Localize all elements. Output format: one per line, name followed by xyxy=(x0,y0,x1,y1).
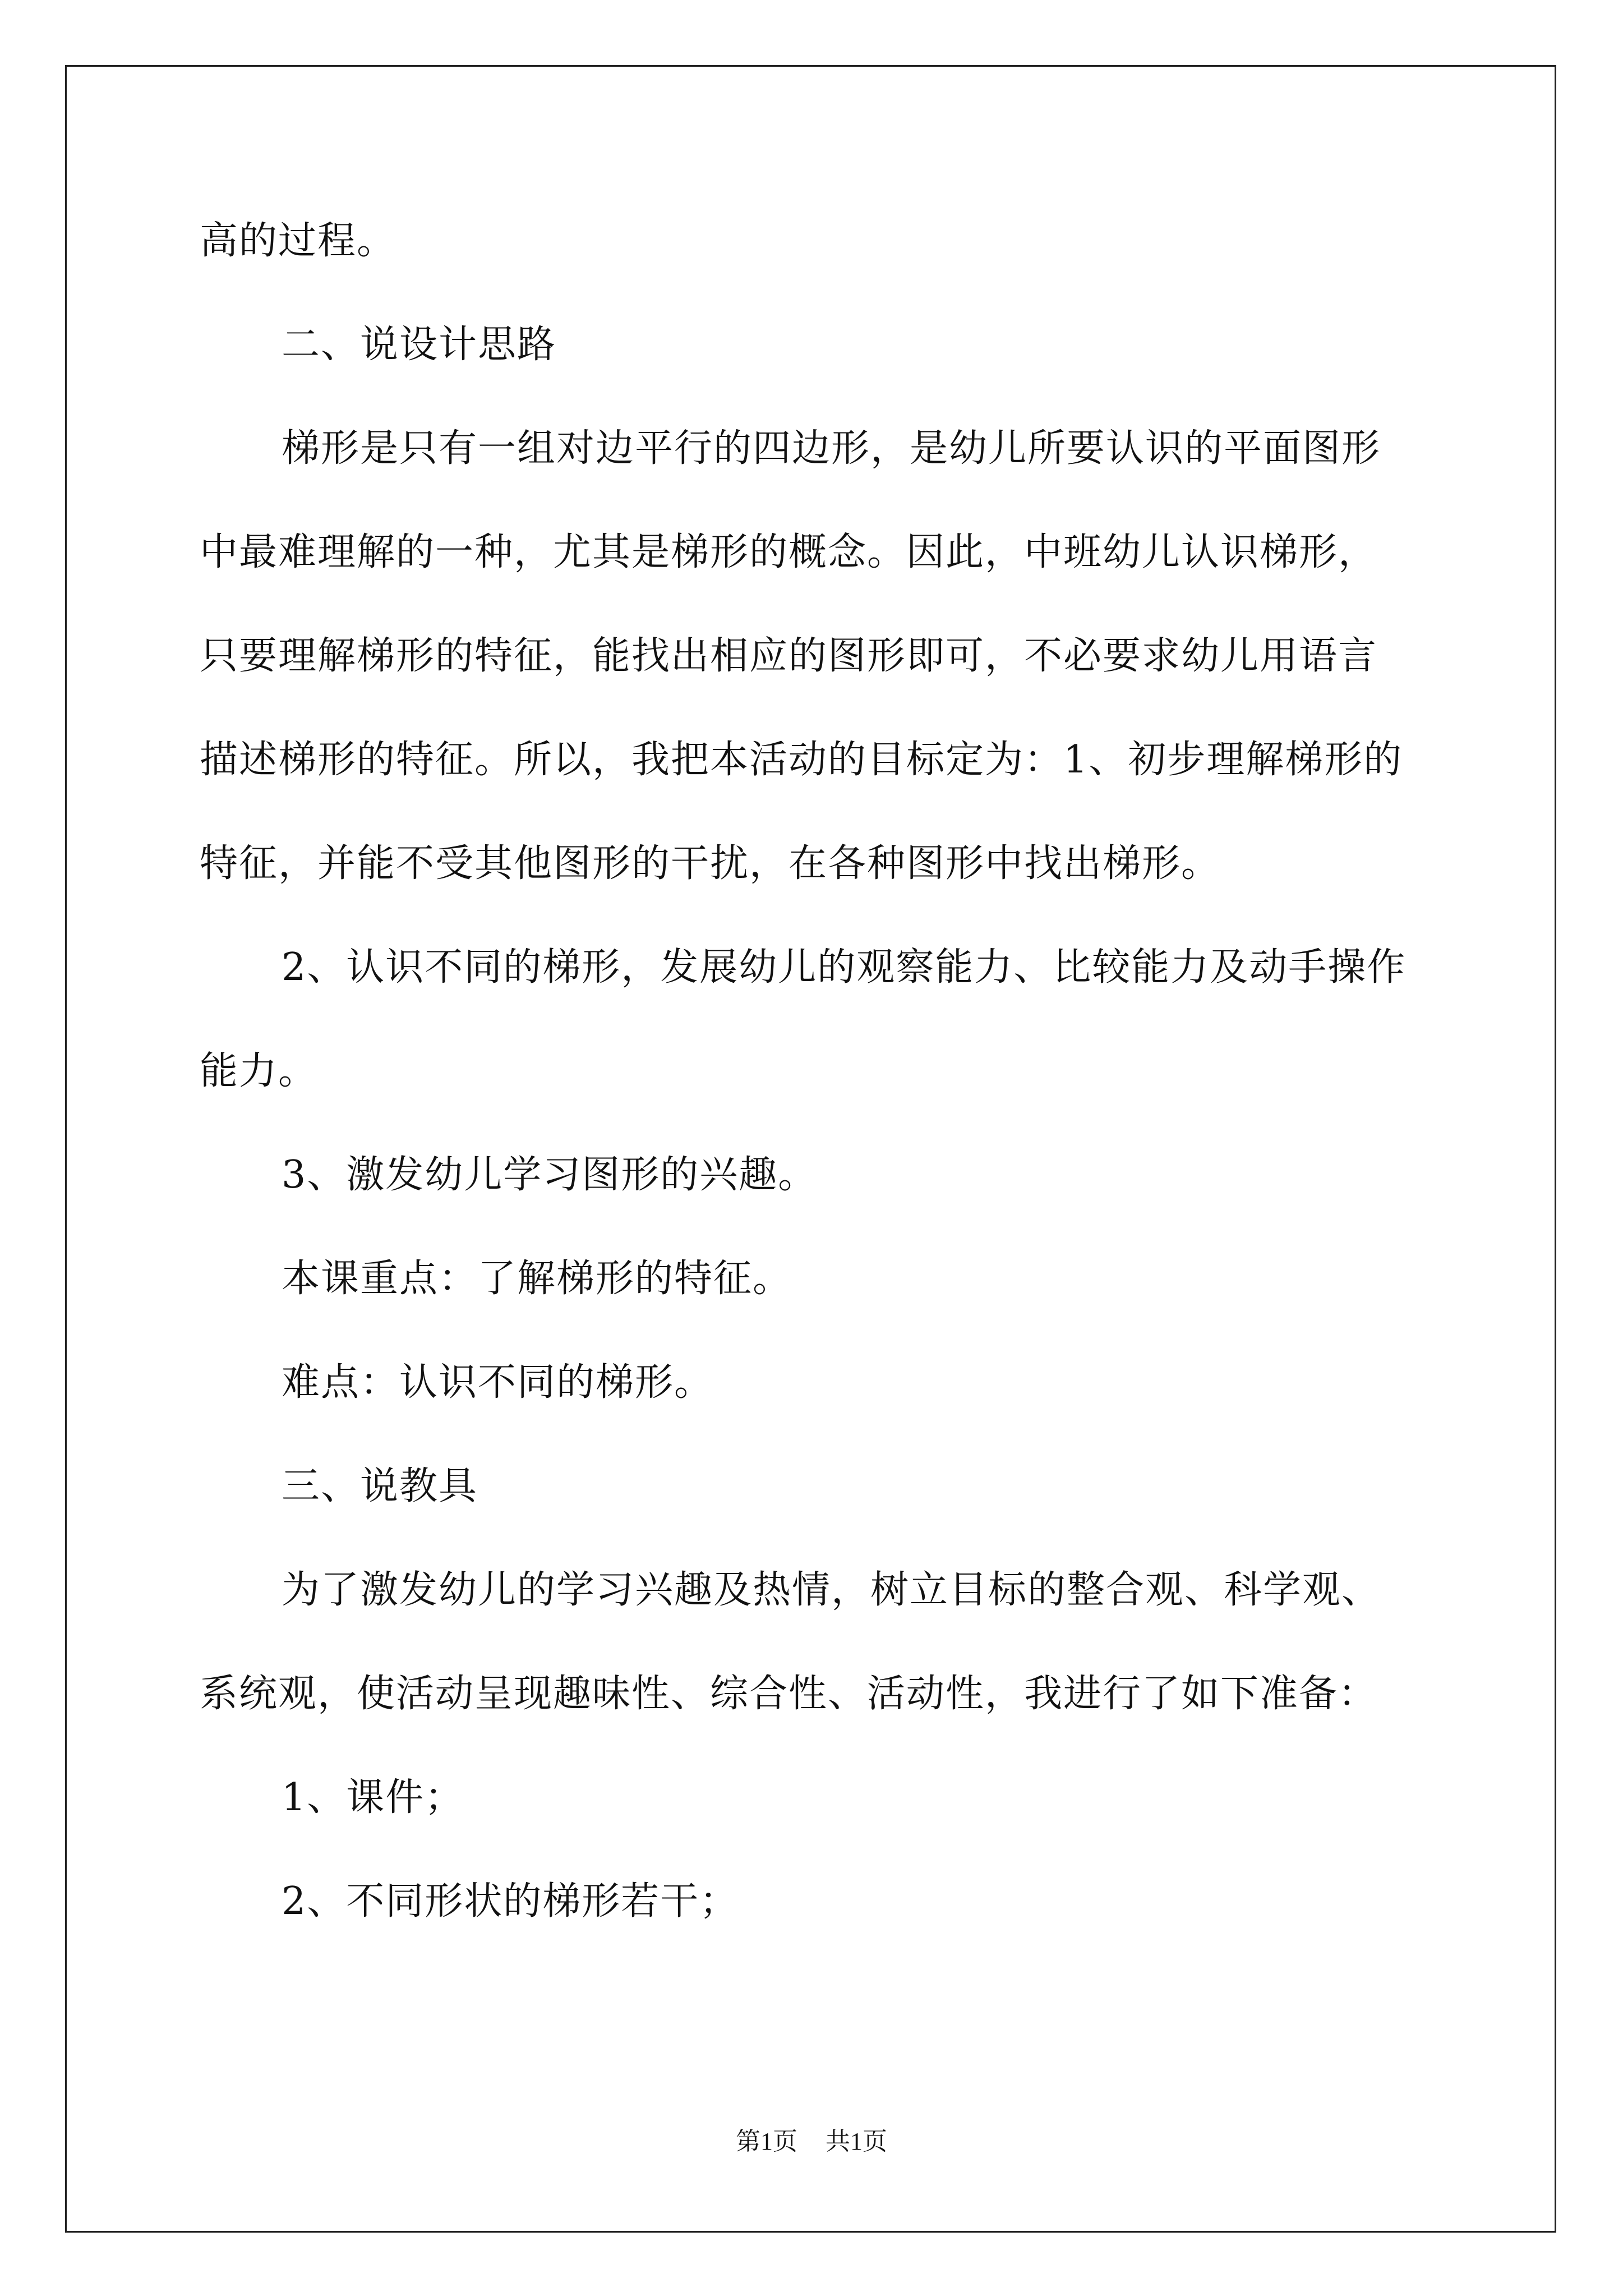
section-heading: 二、说设计思路 xyxy=(282,323,557,367)
paragraph-line: 中最难理解的一种，尤其是梯形的概念。因此，中班幼儿认识梯形， xyxy=(200,530,1378,574)
paragraph-line: 难点：认识不同的梯形。 xyxy=(282,1360,714,1405)
paragraph-line: 本课重点：了解梯形的特征。 xyxy=(282,1257,792,1301)
paragraph-line: 能力。 xyxy=(200,1049,318,1093)
page-number: 第1页 xyxy=(736,2128,797,2155)
paragraph-line: 梯形是只有一组对边平行的四边形，是幼儿所要认识的平面图形 xyxy=(282,426,1381,471)
list-item: 2、不同形状的梯形若干； xyxy=(282,1879,739,1924)
paragraph-line: 2、认识不同的梯形，发展幼儿的观察能力、比较能力及动手操作 xyxy=(282,945,1407,990)
section-heading: 三、说教具 xyxy=(282,1464,478,1508)
paragraph-line: 3、激发幼儿学习图形的兴趣。 xyxy=(282,1153,818,1197)
paragraph-line: 描述梯形的特征。所以，我把本活动的目标定为：1、初步理解梯形的 xyxy=(200,738,1403,782)
page-total: 共1页 xyxy=(826,2128,887,2155)
page-footer xyxy=(0,2125,1623,2159)
paragraph-line: 为了激发幼儿的学习兴趣及热情，树立目标的整合观、科学观、 xyxy=(282,1568,1381,1612)
paragraph-line: 系统观，使活动呈现趣味性、综合性、活动性，我进行了如下准备： xyxy=(200,1672,1378,1716)
paragraph-line: 高的过程。 xyxy=(200,219,396,263)
list-item: 1、课件； xyxy=(282,1775,464,1820)
paragraph-line: 只要理解梯形的特征，能找出相应的图形即可，不必要求幼儿用语言 xyxy=(200,634,1378,678)
paragraph-line: 特征，并能不受其他图形的干扰，在各种图形中找出梯形。 xyxy=(200,841,1221,886)
